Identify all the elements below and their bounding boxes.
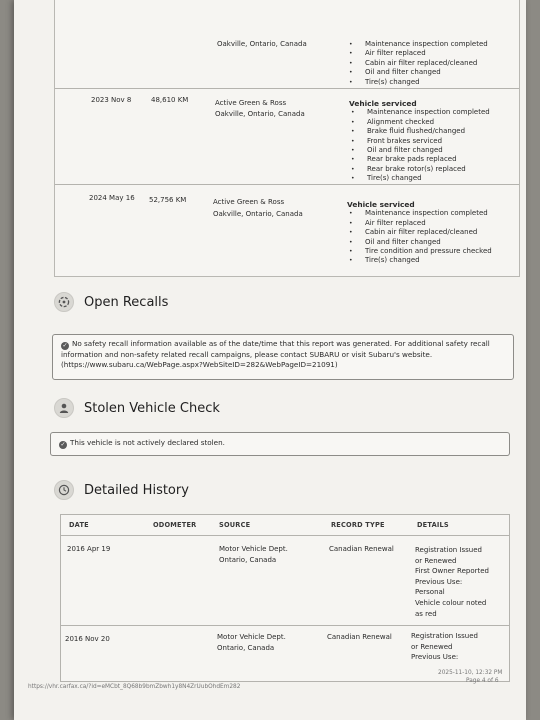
service-item: • Cabin air filter replaced/cleaned — [347, 59, 517, 68]
service-items — [347, 40, 517, 87]
check-icon: ✓ — [62, 342, 68, 349]
service-item: • Oil and filter changed — [347, 238, 517, 247]
service-item: • Tire(s) changed — [349, 174, 519, 183]
detail-line: Previous Use: — [415, 577, 463, 586]
check-icon: ✓ — [60, 441, 66, 448]
report-page — [14, 0, 526, 720]
service-item: • Alignment checked — [349, 118, 519, 127]
section-title: Stolen Vehicle Check — [84, 400, 220, 416]
col-details: DETAILS — [417, 521, 449, 529]
col-date: DATE — [69, 521, 89, 529]
service-item: • Air filter replaced — [347, 219, 517, 228]
table-row — [55, 88, 519, 184]
row-odometer: 52,756 KM — [149, 196, 187, 204]
footer-url[interactable]: https://vhr.carfax.ca/?id=eMCbt_8Q68b9bmZbwh1y8N4ZrUubOhdEm282 — [28, 684, 241, 690]
service-item: • Rear brake rotor(s) replaced — [349, 165, 519, 174]
service-item: • Brake fluid flushed/changed — [349, 127, 519, 136]
source-line: Motor Vehicle Dept. — [219, 545, 288, 553]
section-title: Detailed History — [84, 482, 189, 498]
service-title: Vehicle serviced — [347, 200, 415, 209]
service-item: • Front brakes serviced — [349, 137, 519, 146]
service-item: • Tire condition and pressure checked — [347, 247, 517, 256]
detailed-history-header — [54, 480, 189, 500]
row-source — [217, 633, 286, 654]
service-block — [349, 99, 519, 184]
detail-line: Registration Issued — [411, 632, 478, 640]
service-item: • Maintenance inspection completed — [347, 209, 517, 218]
detail-line: Registration Issued — [415, 546, 482, 554]
history-clock-icon — [54, 480, 74, 500]
detail-line: Vehicle colour noted — [415, 598, 487, 607]
col-record-type: RECORD TYPE — [331, 521, 385, 529]
source-line: Motor Vehicle Dept. — [217, 633, 286, 641]
source-location: Oakville, Ontario, Canada — [217, 40, 307, 48]
detailed-history-table — [60, 514, 510, 682]
service-item: • Rear brake pads replaced — [349, 155, 519, 164]
service-item: • Tire(s) changed — [347, 78, 517, 87]
col-odometer: ODOMETER — [153, 521, 197, 529]
row-date: 2016 Nov 20 — [65, 635, 110, 643]
table-row — [55, 0, 519, 86]
detail-line: First Owner Reported — [415, 567, 489, 576]
service-item: • Oil and filter changed — [347, 68, 517, 77]
service-item: • Cabin air filter replaced/cleaned — [347, 228, 517, 237]
source-name: Active Green & Ross — [213, 198, 285, 206]
recall-notice-text: No safety recall information available as of the date/time that this report was generated. For additional safety recall information and non-safety related recall campaigns, please contact SUBARU or visit Subaru's website. (https://www.subaru.ca/WebPage.aspx?WebSiteID=282&WebPageID=21091) — [61, 339, 490, 370]
service-block — [347, 200, 517, 266]
source-name: Active Green & Ross — [215, 99, 287, 107]
source-location: Oakville, Ontario, Canada — [213, 210, 303, 218]
row-record-type: Canadian Renewal — [327, 633, 392, 641]
row-date: 2023 Nov 8 — [91, 96, 132, 104]
stolen-person-icon — [54, 398, 74, 418]
footer-datetime: 2025-11-10, 12:32 PM — [438, 670, 503, 676]
table-row — [61, 535, 509, 631]
row-date: 2016 Apr 19 — [67, 545, 111, 553]
row-odometer: 48,610 KM — [151, 96, 189, 104]
row-record-type: Canadian Renewal — [329, 545, 394, 553]
recall-notice — [52, 334, 514, 380]
source-line: Ontario, Canada — [219, 556, 277, 565]
stolen-check-header — [54, 398, 220, 418]
row-date: 2024 May 16 — [89, 194, 135, 202]
source-location: Oakville, Ontario, Canada — [215, 110, 305, 118]
row-details — [411, 631, 478, 663]
service-item: • Maintenance inspection completed — [347, 40, 517, 49]
service-item: • Oil and filter changed — [349, 146, 519, 155]
row-details — [415, 545, 489, 619]
table-header — [61, 515, 509, 536]
service-item: • Tire(s) changed — [347, 256, 517, 265]
recall-wrench-icon — [54, 292, 74, 312]
stolen-notice-text: This vehicle is not actively declared stolen. — [70, 438, 225, 447]
service-item: • Air filter replaced — [347, 49, 517, 58]
service-history-table — [54, 0, 520, 277]
table-row — [55, 184, 519, 276]
service-item: • Maintenance inspection completed — [349, 108, 519, 117]
detail-line: or Renewed — [415, 556, 457, 565]
stolen-notice — [50, 432, 510, 456]
detail-line: Previous Use: — [411, 653, 459, 662]
source-line: Ontario, Canada — [217, 644, 275, 653]
detail-line: as red — [415, 609, 437, 618]
service-title: Vehicle serviced — [349, 99, 417, 108]
detail-line: Personal — [415, 588, 445, 597]
row-source — [219, 545, 288, 566]
col-source: SOURCE — [219, 521, 251, 529]
section-title: Open Recalls — [84, 294, 169, 310]
detail-line: or Renewed — [411, 642, 453, 651]
open-recalls-header — [54, 292, 168, 312]
footer-page: Page 4 of 6 — [466, 678, 499, 684]
